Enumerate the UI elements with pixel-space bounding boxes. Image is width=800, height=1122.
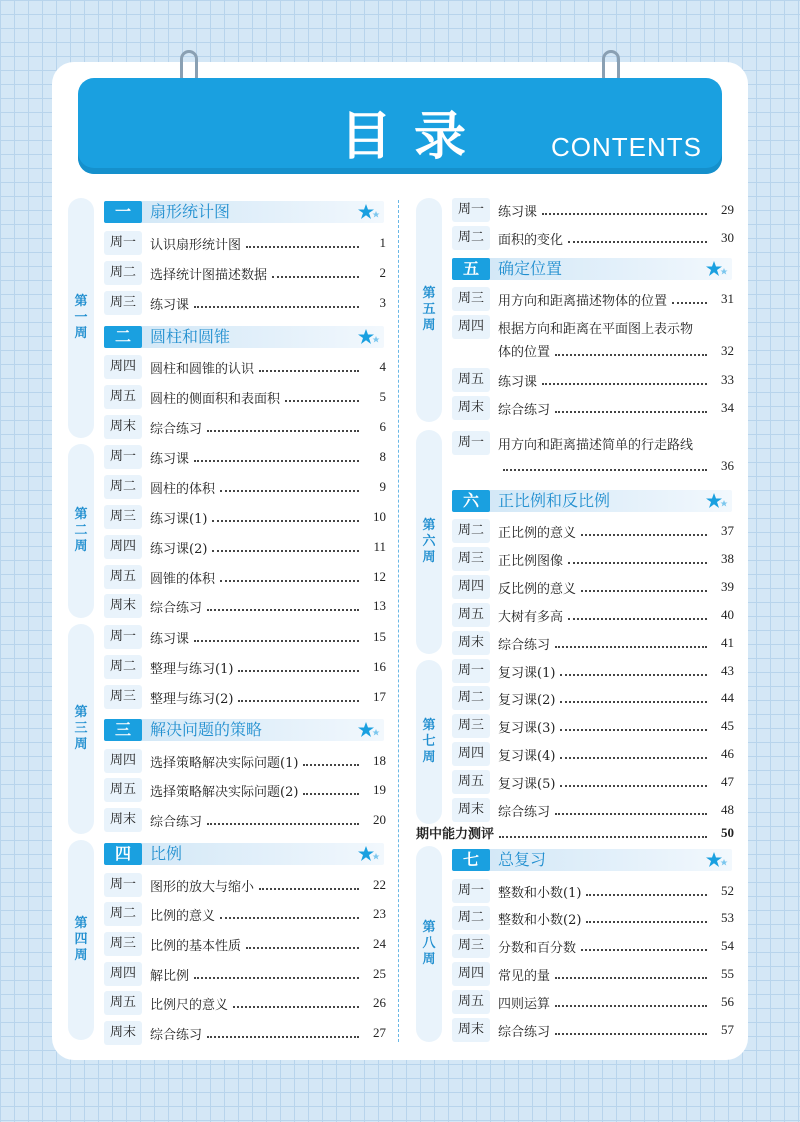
unit-number: 五 (452, 258, 490, 280)
entry-page: 10 (373, 509, 386, 524)
toc-entry[interactable] (452, 934, 734, 958)
entry-title: 大树有多高 (498, 609, 564, 625)
dot-leader (581, 534, 707, 536)
unit-number: 三 (104, 719, 142, 741)
entry-day: 周五 (104, 991, 142, 1015)
entry-page: 43 (721, 663, 734, 678)
toc-entry[interactable] (452, 547, 734, 571)
midterm-page: 50 (721, 824, 734, 840)
toc-entry[interactable] (104, 445, 386, 469)
dot-leader (259, 888, 359, 890)
entry-day: 周二 (104, 475, 142, 499)
star-icon (358, 722, 380, 738)
entry-day: 周五 (104, 778, 142, 802)
dot-leader (560, 785, 707, 787)
week-label-6: 第六周 (416, 430, 442, 654)
entry-day: 周一 (452, 879, 490, 903)
toc-entry[interactable] (104, 385, 386, 409)
toc-entry[interactable] (452, 1018, 734, 1042)
dot-leader (246, 246, 359, 248)
entry-page: 37 (721, 523, 734, 538)
title-banner (78, 78, 722, 174)
entry-page: 19 (373, 782, 386, 797)
entry-title: 圆柱的侧面积和表面积 (150, 391, 281, 407)
star-icon (358, 204, 380, 220)
entry-page: 38 (721, 551, 734, 566)
entry-page: 4 (379, 359, 386, 374)
entry-title: 综合练习 (498, 1024, 551, 1040)
entry-day: 周一 (104, 625, 142, 649)
entry-page: 22 (373, 877, 386, 892)
entry-day: 周四 (452, 315, 490, 339)
entry-page: 39 (721, 579, 734, 594)
entry-page: 17 (373, 689, 386, 704)
entry-page: 2 (379, 265, 386, 280)
entry-title: 图形的放大与缩小 (150, 879, 255, 895)
entry-day: 周五 (104, 385, 142, 409)
dot-leader (207, 1036, 359, 1038)
entry-day: 周末 (452, 631, 490, 655)
toc-entry[interactable] (452, 686, 734, 710)
entry-page: 52 (721, 883, 734, 898)
entry-day: 周五 (104, 565, 142, 589)
unit-title: 圆柱和圆锥 (150, 327, 231, 346)
dot-leader (560, 757, 707, 759)
entry-page: 57 (721, 1022, 734, 1037)
entry-page: 45 (721, 718, 734, 733)
dot-leader (581, 949, 707, 951)
entry-title: 复习课(4) (498, 748, 556, 764)
dot-leader (246, 947, 359, 949)
toc-entry[interactable] (104, 535, 386, 559)
dot-leader (542, 213, 707, 215)
entry-title: 练习课 (498, 204, 538, 220)
entry-title: 圆柱和圆锥的认识 (150, 361, 255, 377)
dot-leader (259, 370, 359, 372)
dot-leader (560, 701, 707, 703)
toc-entry[interactable] (104, 475, 386, 499)
entry-title: 反比例的意义 (498, 581, 577, 597)
dot-leader (568, 562, 707, 564)
star-icon (706, 493, 728, 509)
entry-day: 周末 (452, 798, 490, 822)
entry-title: 认识扇形统计图 (150, 237, 242, 253)
unit-header-3[interactable] (104, 719, 384, 741)
entry-title: 体的位置 (498, 345, 551, 360)
unit-header-1[interactable] (104, 201, 384, 223)
week-label-8: 第八周 (416, 846, 442, 1042)
unit-title: 解决问题的策略 (150, 720, 263, 739)
midterm-entry[interactable] (416, 823, 734, 842)
entry-title: 整理与练习(1) (150, 661, 234, 677)
entry-day: 周末 (104, 808, 142, 832)
entry-day: 周五 (452, 770, 490, 794)
dot-leader (207, 430, 359, 432)
toc-entry[interactable] (452, 431, 734, 455)
unit-title: 扇形统计图 (150, 202, 231, 221)
entry-page: 27 (373, 1025, 386, 1040)
entry-title: 选择策略解决实际问题(1) (150, 755, 299, 771)
dot-leader (568, 241, 707, 243)
entry-day: 周一 (104, 445, 142, 469)
entry-day: 周末 (104, 1021, 142, 1045)
dot-leader (586, 921, 707, 923)
entry-title: 练习课 (150, 451, 190, 467)
unit-number: 一 (104, 201, 142, 223)
toc-entry[interactable] (452, 575, 734, 599)
entry-page: 18 (373, 753, 386, 768)
star-icon (706, 261, 728, 277)
unit-title: 比例 (150, 844, 183, 863)
toc-entry[interactable] (452, 714, 734, 738)
entry-day: 周三 (452, 287, 490, 311)
unit-header-7[interactable] (452, 849, 732, 871)
toc-entry[interactable] (104, 902, 386, 926)
dot-leader (194, 640, 359, 642)
unit-header-6[interactable] (452, 490, 732, 512)
dot-leader (238, 670, 359, 672)
entry-page: 20 (373, 812, 386, 827)
toc-entry[interactable] (452, 198, 734, 222)
entry-title: 综合练习 (498, 804, 551, 820)
dot-leader (194, 977, 359, 979)
toc-entry[interactable] (452, 962, 734, 986)
dot-leader (555, 1033, 707, 1035)
entry-title: 四则运算 (498, 996, 551, 1012)
entry-page: 8 (379, 449, 386, 464)
entry-title: 整数和小数(2) (498, 912, 582, 928)
entry-title: 整数和小数(1) (498, 885, 582, 901)
toc-entry[interactable] (452, 287, 734, 311)
toc-entry[interactable] (452, 631, 734, 655)
entry-page: 26 (373, 995, 386, 1010)
entry-title: 综合练习 (498, 637, 551, 653)
entry-title: 解比例 (150, 968, 190, 984)
entry-title: 复习课(2) (498, 692, 556, 708)
entry-page: 32 (721, 342, 734, 358)
toc-entry[interactable] (452, 659, 734, 683)
dot-leader (207, 823, 359, 825)
dot-leader (503, 469, 707, 471)
entry-page: 25 (373, 966, 386, 981)
entry-title: 根据方向和距离在平面图上表示物 (498, 321, 694, 337)
entry-title: 选择统计图描述数据 (150, 267, 268, 283)
dot-leader (499, 836, 707, 838)
entry-title: 比例的意义 (150, 908, 216, 924)
dot-leader (220, 917, 359, 919)
entry-page: 23 (373, 906, 386, 921)
toc-entry[interactable] (452, 879, 734, 903)
dot-leader (238, 700, 359, 702)
entry-day: 周三 (104, 505, 142, 529)
entry-title: 综合练习 (498, 402, 551, 418)
page-title: 目录 (340, 107, 489, 167)
toc-entry-continuation[interactable] (498, 458, 734, 474)
toc-entry[interactable] (104, 991, 386, 1015)
dot-leader (568, 618, 707, 620)
unit-title: 总复习 (498, 850, 547, 869)
entry-page: 46 (721, 746, 734, 761)
entry-day: 周三 (452, 547, 490, 571)
entry-day: 周五 (452, 603, 490, 627)
toc-entry[interactable] (452, 798, 734, 822)
toc-entry[interactable] (104, 655, 386, 679)
week-label-1: 第一周 (68, 198, 94, 438)
dot-leader (303, 793, 359, 795)
entry-day: 周二 (452, 519, 490, 543)
dot-leader (560, 674, 707, 676)
entry-title: 综合练习 (150, 814, 203, 830)
entry-page: 5 (379, 389, 386, 404)
entry-day: 周三 (104, 685, 142, 709)
entry-page: 33 (721, 372, 734, 387)
entry-page: 1 (379, 235, 386, 250)
toc-entry[interactable] (452, 742, 734, 766)
entry-title: 正比例的意义 (498, 525, 577, 541)
entry-day: 周一 (452, 431, 490, 455)
entry-day: 周末 (452, 1018, 490, 1042)
entry-day: 周三 (104, 291, 142, 315)
entry-page: 16 (373, 659, 386, 674)
unit-title: 确定位置 (498, 259, 563, 278)
unit-number: 七 (452, 849, 490, 871)
dot-leader (207, 609, 359, 611)
entry-day: 周四 (104, 749, 142, 773)
entry-page: 24 (373, 936, 386, 951)
toc-entry[interactable] (104, 685, 386, 709)
entry-day: 周末 (452, 396, 490, 420)
entry-page: 54 (721, 938, 734, 953)
toc-entry[interactable] (452, 603, 734, 627)
entry-page: 30 (721, 230, 734, 245)
dot-leader (555, 1005, 707, 1007)
dot-leader (555, 354, 707, 356)
entry-title: 常见的量 (498, 968, 551, 984)
toc-entry[interactable] (104, 1021, 386, 1045)
week-label-5: 第五周 (416, 198, 442, 422)
entry-day: 周四 (104, 962, 142, 986)
entry-title: 用方向和距离描述物体的位置 (498, 293, 668, 309)
entry-page: 36 (721, 458, 734, 473)
entry-page: 15 (373, 629, 386, 644)
entry-title: 比例尺的意义 (150, 997, 229, 1013)
week-label-4: 第四周 (68, 840, 94, 1040)
week-label-2: 第二周 (68, 444, 94, 618)
entry-page: 13 (373, 598, 386, 613)
toc-entry[interactable] (104, 415, 386, 439)
dot-leader (212, 520, 359, 522)
toc-entry[interactable] (452, 906, 734, 930)
dot-leader (220, 580, 359, 582)
dot-leader (272, 276, 359, 278)
dot-leader (555, 813, 707, 815)
entry-title: 练习课 (150, 631, 190, 647)
entry-day: 周二 (104, 902, 142, 926)
entry-title: 练习课 (498, 374, 538, 390)
toc-entry[interactable] (104, 808, 386, 832)
entry-page: 55 (721, 966, 734, 981)
entry-day: 周二 (452, 226, 490, 250)
toc-entry[interactable] (104, 231, 386, 255)
toc-entry[interactable] (104, 873, 386, 897)
star-icon (358, 329, 380, 345)
dot-leader (220, 490, 359, 492)
star-icon (706, 852, 728, 868)
toc-entry[interactable] (104, 749, 386, 773)
toc-entry[interactable] (452, 226, 734, 250)
entry-day: 周四 (452, 962, 490, 986)
toc-entry[interactable] (104, 594, 386, 618)
page-subtitle: CONTENTS (551, 132, 702, 162)
unit-number: 二 (104, 326, 142, 348)
entry-page: 40 (721, 607, 734, 622)
toc-entry[interactable] (104, 505, 386, 529)
toc-entry[interactable] (104, 291, 386, 315)
entry-day: 周二 (452, 686, 490, 710)
entry-day: 周四 (104, 535, 142, 559)
entry-day: 周三 (104, 932, 142, 956)
entry-day: 周二 (452, 906, 490, 930)
dot-leader (555, 977, 707, 979)
entry-title: 用方向和距离描述简单的行走路线 (498, 437, 694, 453)
unit-header-2[interactable] (104, 326, 384, 348)
dot-leader (285, 400, 359, 402)
entry-title: 正比例图像 (498, 553, 564, 569)
unit-number: 四 (104, 843, 142, 865)
entry-page: 29 (721, 202, 734, 217)
dot-leader (194, 460, 359, 462)
entry-page: 12 (373, 569, 386, 584)
entry-day: 周四 (452, 742, 490, 766)
entry-day: 周四 (452, 575, 490, 599)
entry-day: 周三 (452, 934, 490, 958)
week-label-7: 第七周 (416, 660, 442, 824)
entry-title: 复习课(5) (498, 776, 556, 792)
entry-page: 3 (379, 295, 386, 310)
entry-page: 6 (379, 419, 386, 434)
entry-page: 53 (721, 910, 734, 925)
entry-title: 综合练习 (150, 600, 203, 616)
entry-title: 比例的基本性质 (150, 938, 242, 954)
midterm-title: 期中能力测评 (416, 827, 495, 842)
entry-title: 综合练习 (150, 421, 203, 437)
entry-day: 周末 (104, 594, 142, 618)
entry-title: 面积的变化 (498, 232, 564, 248)
entry-page: 9 (379, 479, 386, 494)
dot-leader (212, 550, 359, 552)
entry-title: 复习课(1) (498, 665, 556, 681)
dot-leader (303, 764, 359, 766)
entry-day: 周四 (104, 355, 142, 379)
dot-leader (581, 590, 707, 592)
entry-page: 44 (721, 690, 734, 705)
toc-entry[interactable] (104, 962, 386, 986)
toc-entry[interactable] (452, 990, 734, 1014)
entry-day: 周五 (452, 990, 490, 1014)
dot-leader (555, 411, 707, 413)
toc-entry[interactable] (452, 315, 734, 339)
entry-page: 41 (721, 635, 734, 650)
entry-page: 56 (721, 994, 734, 1009)
toc-entry[interactable] (452, 368, 734, 392)
unit-title: 正比例和反比例 (498, 491, 611, 510)
unit-number: 六 (452, 490, 490, 512)
entry-day: 周末 (104, 415, 142, 439)
entry-day: 周一 (452, 659, 490, 683)
dot-leader (672, 302, 707, 304)
dot-leader (233, 1006, 359, 1008)
entry-page: 47 (721, 774, 734, 789)
entry-title: 圆柱的体积 (150, 481, 216, 497)
toc-entry[interactable] (104, 932, 386, 956)
entry-title: 复习课(3) (498, 720, 556, 736)
column-divider (398, 200, 399, 1042)
entry-day: 周一 (104, 873, 142, 897)
entry-day: 周一 (452, 198, 490, 222)
star-icon (358, 846, 380, 862)
dot-leader (542, 383, 707, 385)
entry-day: 周二 (104, 261, 142, 285)
toc-entry[interactable] (452, 770, 734, 794)
toc-entry[interactable] (452, 519, 734, 543)
entry-page: 34 (721, 400, 734, 415)
dot-leader (194, 306, 359, 308)
unit-header-4[interactable] (104, 843, 384, 865)
entry-title: 分数和百分数 (498, 940, 577, 956)
entry-page: 48 (721, 802, 734, 817)
entry-day: 周二 (104, 655, 142, 679)
entry-title: 练习课 (150, 297, 190, 313)
entry-day: 周三 (452, 714, 490, 738)
entry-page: 11 (373, 539, 386, 554)
toc-entry[interactable] (104, 355, 386, 379)
entry-day: 周一 (104, 231, 142, 255)
entry-title: 选择策略解决实际问题(2) (150, 784, 299, 800)
toc-entry[interactable] (104, 625, 386, 649)
entry-page: 31 (721, 291, 734, 306)
toc-entry[interactable] (104, 261, 386, 285)
entry-title: 练习课(2) (150, 541, 208, 557)
unit-header-5[interactable] (452, 258, 732, 280)
toc-entry[interactable] (104, 565, 386, 589)
entry-title: 综合练习 (150, 1027, 203, 1043)
dot-leader (555, 646, 707, 648)
entry-title: 练习课(1) (150, 511, 208, 527)
entry-title: 圆锥的体积 (150, 571, 216, 587)
week-label-3: 第三周 (68, 624, 94, 834)
toc-entry-continuation[interactable] (498, 341, 734, 360)
entry-title: 整理与练习(2) (150, 691, 234, 707)
dot-leader (586, 894, 707, 896)
dot-leader (560, 729, 707, 731)
toc-entry[interactable] (452, 396, 734, 420)
entry-day: 周五 (452, 368, 490, 392)
toc-entry[interactable] (104, 778, 386, 802)
